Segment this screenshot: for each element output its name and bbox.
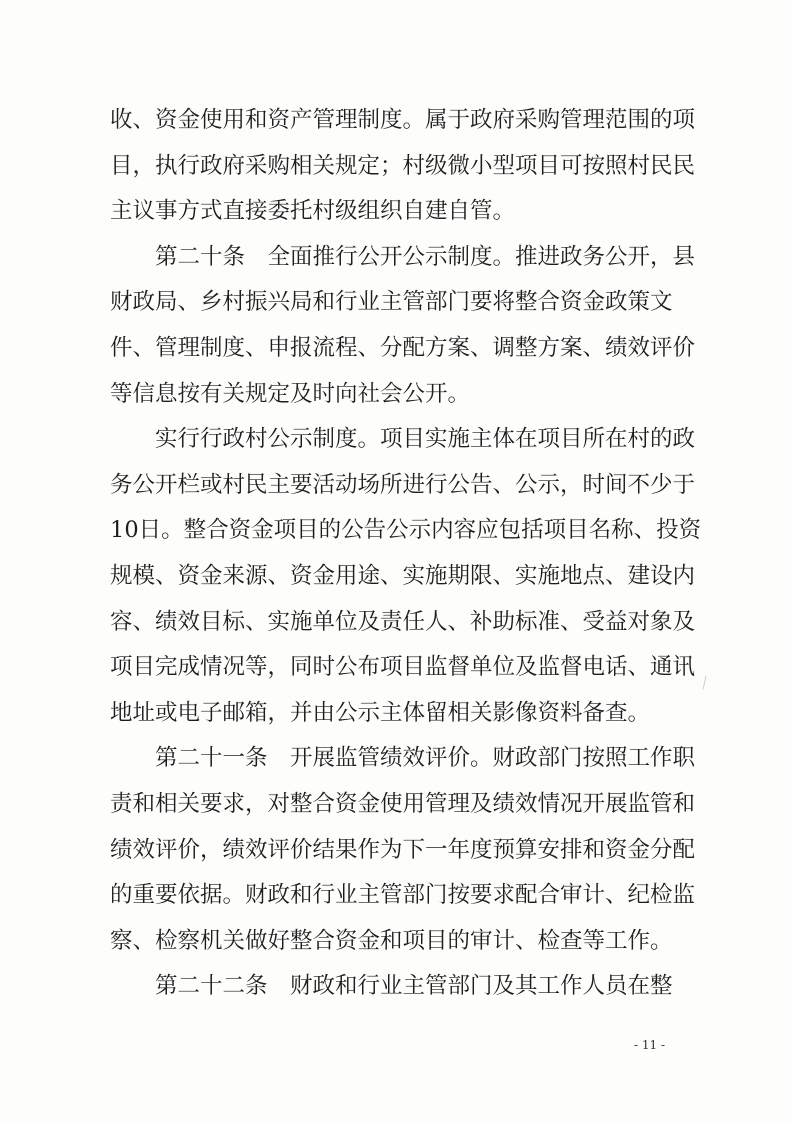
text-line: 收、资金使用和资产管理制度。属于政府采购管理范围的项 bbox=[110, 107, 696, 133]
text-line: 件、管理制度、申报流程、分配方案、调整方案、绩效评价 bbox=[110, 334, 696, 361]
text-line: 容、绩效目标、实施单位及责任人、补助标准、受益对象及 bbox=[110, 608, 696, 635]
text-line: 责和相关要求，对整合资金使用管理及绩效情况开展监管和 bbox=[110, 790, 696, 817]
text-line: 规模、资金来源、资金用途、实施期限、实施地点、建设内 bbox=[110, 562, 696, 589]
text-line: 等信息按有关规定及时向社会公开。 bbox=[110, 380, 471, 407]
text-line: 务公开栏或村民主要活动场所进行公告、公示，时间不少于 bbox=[110, 471, 696, 498]
article-20-heading-line: 第二十条 全面推行公开公示制度。推进政务公开，县 bbox=[155, 243, 696, 270]
text-line: 地址或电子邮箱，并由公示主体留相关影像资料备查。 bbox=[110, 699, 651, 726]
scan-artifact-mark bbox=[703, 676, 711, 691]
text-line: 绩效评价，绩效评价结果作为下一年度预算安排和资金分配 bbox=[110, 836, 696, 863]
page-number: - 11 - bbox=[633, 1038, 665, 1052]
article-21-heading-line: 第二十一条 开展监管绩效评价。财政部门按照工作职 bbox=[155, 745, 696, 772]
text-line: 10日。整合资金项目的公告公示内容应包括项目名称、投资 bbox=[110, 517, 702, 544]
text-line: 目，执行政府采购相关规定；村级微小型项目可按照村民民 bbox=[110, 152, 696, 179]
text-line: 的重要依据。财政和行业主管部门按要求配合审计、纪检监 bbox=[110, 882, 696, 909]
text-line: 项目完成情况等，同时公布项目监督单位及监督电话、通讯 bbox=[110, 654, 696, 681]
text-line: 察、检察机关做好整合资金和项目的审计、检查等工作。 bbox=[110, 927, 673, 954]
body-text bbox=[110, 98, 702, 1010]
article-22-heading-line: 第二十二条 财政和行业主管部门及其工作人员在整 bbox=[155, 973, 673, 1000]
text-line: 财政局、乡村振兴局和行业主管部门要将整合资金政策文 bbox=[110, 289, 673, 316]
text-line: 主议事方式直接委托村级组织自建自管。 bbox=[110, 198, 516, 225]
paragraph-start-line: 实行行政村公示制度。项目实施主体在项目所在村的政 bbox=[155, 426, 696, 453]
